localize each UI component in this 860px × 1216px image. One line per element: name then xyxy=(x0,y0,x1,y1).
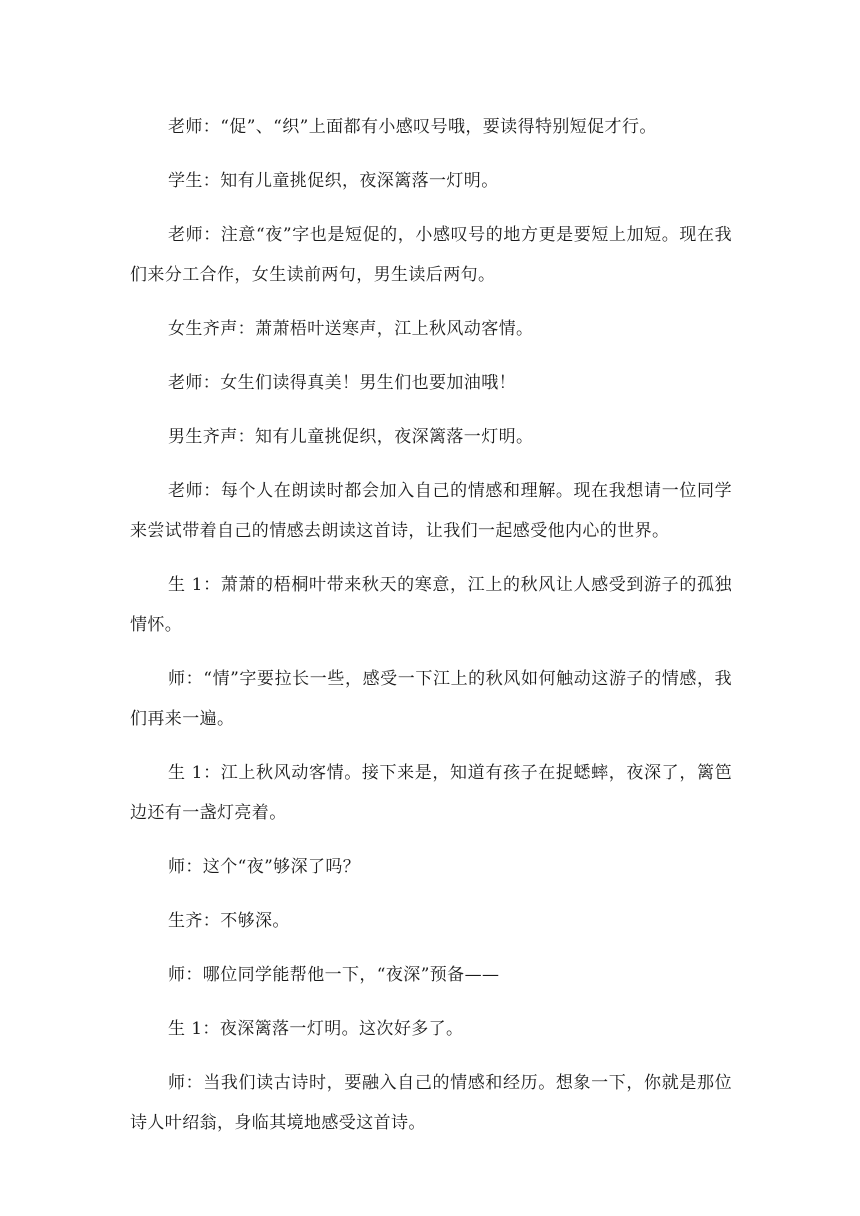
dialogue-paragraph: 师：“情”字要拉长一些，感受一下江上的秋风如何触动这游子的情感，我们再来一遍。 xyxy=(130,669,732,729)
dialogue-paragraph: 生 1：夜深篱落一灯明。这次好多了。 xyxy=(168,1019,464,1039)
dialogue-paragraph: 生齐：不够深。 xyxy=(168,911,290,931)
dialogue-paragraph: 生 1：萧萧的梧桐叶带来秋天的寒意，江上的秋风让人感受到游子的孤独情怀。 xyxy=(130,575,732,635)
dialogue-paragraph: 老师：每个人在朗读时都会加入自己的情感和理解。现在我想请一位同学来尝试带着自己的情感去朗读这首诗，让我们一起感受他内心的世界。 xyxy=(130,481,732,541)
dialogue-paragraph: 师：当我们读古诗时，要融入自己的情感和经历。想象一下，你就是那位诗人叶绍翁，身临其境地感受这首诗。 xyxy=(130,1073,732,1133)
document-body xyxy=(130,107,732,1157)
dialogue-paragraph: 男生齐声：知有儿童挑促织，夜深篱落一灯明。 xyxy=(168,427,534,447)
dialogue-paragraph: 女生齐声：萧萧梧叶送寒声，江上秋风动客情。 xyxy=(168,319,534,339)
dialogue-paragraph: 老师：注意“夜”字也是短促的，小感叹号的地方更是要短上加短。现在我们来分工合作，女生读前两句，男生读后两句。 xyxy=(130,225,732,285)
dialogue-paragraph: 老师：女生们读得真美！男生们也要加油哦！ xyxy=(168,373,516,393)
dialogue-paragraph: 学生：知有儿童挑促织，夜深篱落一灯明。 xyxy=(168,171,499,191)
dialogue-paragraph: 老师：“促”、“织”上面都有小感叹号哦，要读得特别短促才行。 xyxy=(168,117,657,137)
dialogue-paragraph: 师：这个“夜”够深了吗？ xyxy=(168,857,361,877)
dialogue-paragraph: 师：哪位同学能帮他一下，“夜深”预备—— xyxy=(168,965,500,985)
dialogue-paragraph: 生 1：江上秋风动客情。接下来是，知道有孩子在捉蟋蟀，夜深了，篱笆边还有一盏灯亮着。 xyxy=(130,763,732,823)
